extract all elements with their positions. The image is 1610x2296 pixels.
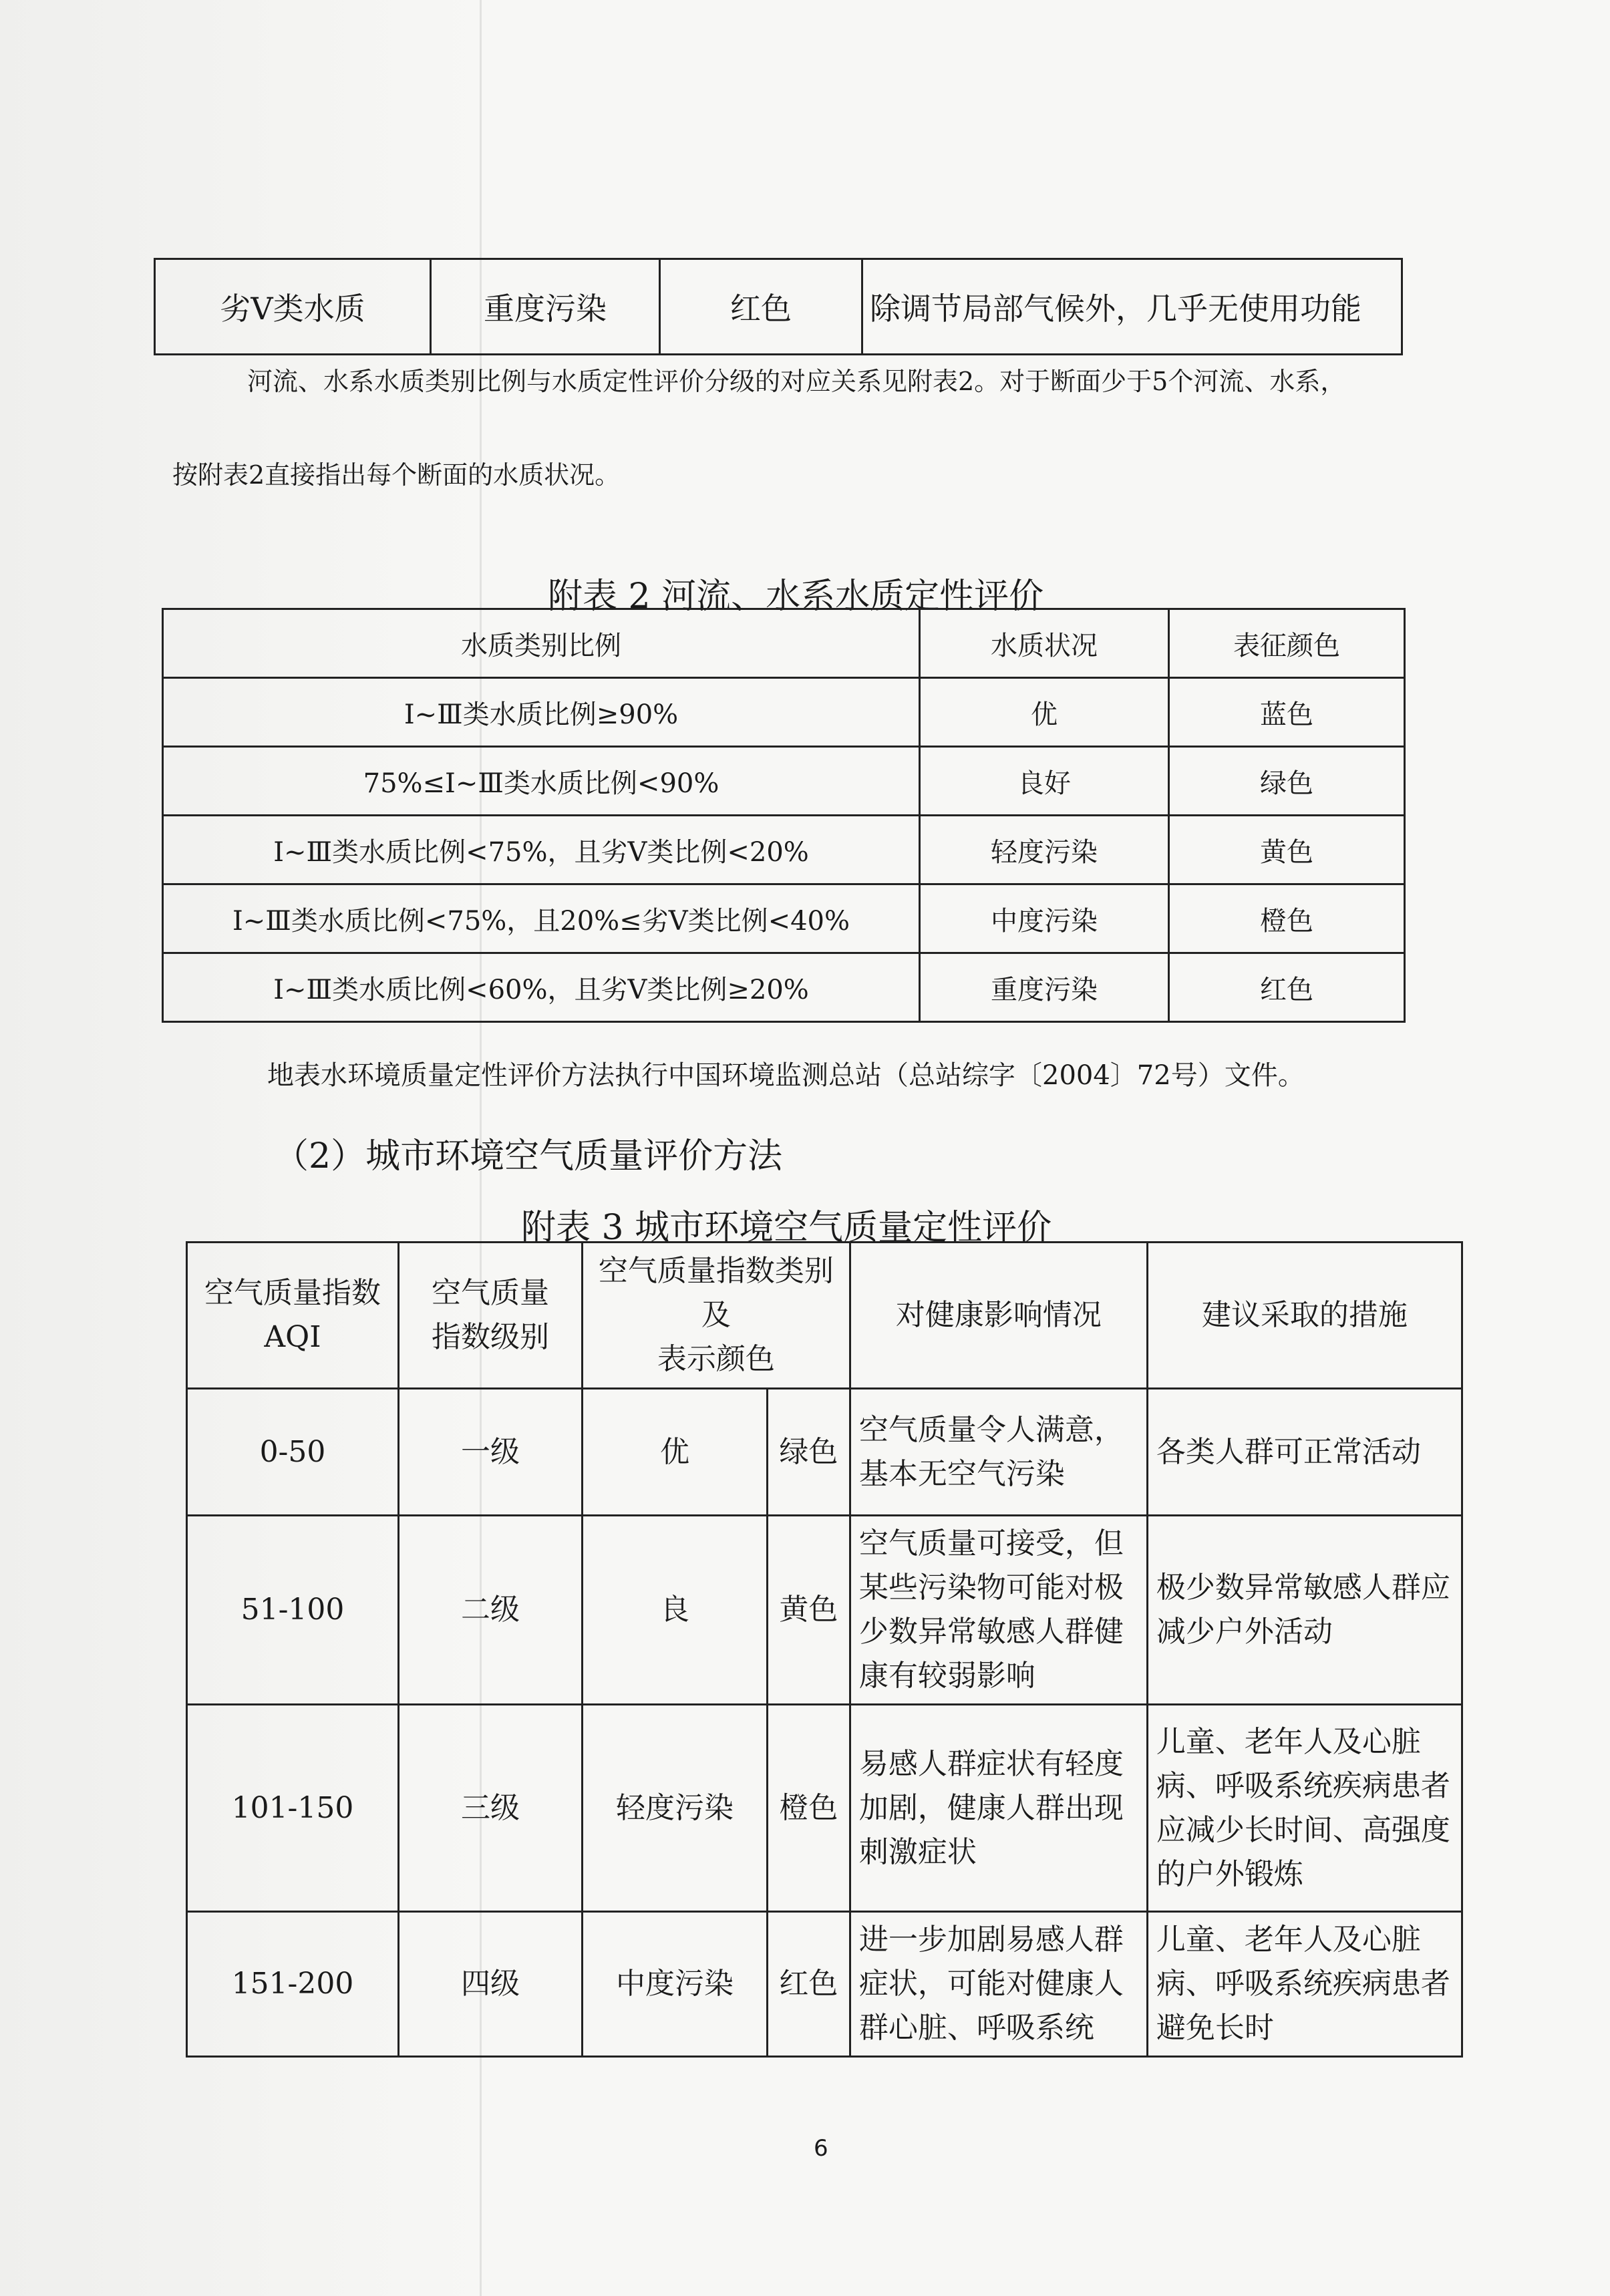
air-quality-table [186, 1241, 1463, 2058]
table-row [163, 747, 1405, 816]
grade-cell: 劣Ⅴ类水质 [155, 259, 431, 355]
color-cell: 红色 [660, 259, 862, 355]
color-cell: 绿色 [1169, 747, 1405, 816]
aqi-cell: 51-100 [187, 1516, 399, 1705]
category-cell: 良 [583, 1516, 768, 1705]
measures-cell: 儿童、老年人及心脏病、呼吸系统疾病患者避免长时 [1147, 1912, 1462, 2057]
color-cell: 绿色 [768, 1389, 850, 1516]
color-cell: 黄色 [768, 1516, 850, 1705]
color-cell: 蓝色 [1169, 678, 1405, 747]
ratio-cell: Ⅰ~Ⅲ类水质比例≥90% [163, 678, 920, 747]
color-cell: 黄色 [1169, 816, 1405, 884]
measures-header: 建议采取的措施 [1147, 1243, 1462, 1389]
function-cell: 除调节局部气候外，几乎无使用功能 [862, 259, 1402, 355]
table-row [187, 1705, 1462, 1912]
method-note: 地表水环境质量定性评价方法执行中国环境监测总站（总站综字〔2004〕72号）文件。 [267, 1060, 1305, 1091]
level-header-line2: 指数级别 [432, 1320, 549, 1354]
status-cell: 重度污染 [920, 953, 1169, 1022]
health-cell: 易感人群症状有轻度加剧，健康人群出现刺激症状 [850, 1705, 1147, 1912]
table-row [163, 816, 1405, 884]
health-cell: 空气质量令人满意，基本无空气污染 [850, 1389, 1147, 1516]
table-row [163, 953, 1405, 1022]
header-cell: 表征颜色 [1169, 609, 1405, 678]
category-cell: 轻度污染 [583, 1705, 768, 1912]
health-cell: 进一步加剧易感人群症状，可能对健康人群心脏、呼吸系统 [850, 1912, 1147, 2057]
water-grade-table-tail [154, 258, 1403, 355]
category-cell: 优 [583, 1389, 768, 1516]
table-row [163, 884, 1405, 953]
health-cell: 空气质量可接受，但某些污染物可能对极少数异常敏感人群健康有较弱影响 [850, 1516, 1147, 1705]
table-header-row [187, 1243, 1462, 1389]
paragraph-line-2: 按附表2直接指出每个断面的水质状况。 [172, 460, 621, 490]
level-header [399, 1243, 583, 1389]
ratio-cell: Ⅰ~Ⅲ类水质比例<75%，且20%≤劣Ⅴ类比例<40% [163, 884, 920, 953]
section-heading: （2）城市环境空气质量评价方法 [274, 1136, 783, 1176]
ratio-cell: 75%≤Ⅰ~Ⅲ类水质比例<90% [163, 747, 920, 816]
category-header-line1: 空气质量指数类别及 [598, 1254, 834, 1332]
aqi-header [187, 1243, 399, 1389]
aqi-cell: 101-150 [187, 1705, 399, 1912]
measures-cell: 极少数异常敏感人群应减少户外活动 [1147, 1516, 1462, 1705]
aqi-cell: 151-200 [187, 1912, 399, 2057]
header-cell: 水质状况 [920, 609, 1169, 678]
table-row [155, 259, 1402, 355]
color-cell: 红色 [768, 1912, 850, 2057]
level-cell: 一级 [399, 1389, 583, 1516]
table-row [187, 1516, 1462, 1705]
table-row [187, 1389, 1462, 1516]
color-cell: 橙色 [1169, 884, 1405, 953]
status-cell: 中度污染 [920, 884, 1169, 953]
status-cell: 优 [920, 678, 1169, 747]
aqi-header-line2: AQI [264, 1320, 321, 1354]
table-row [187, 1912, 1462, 2057]
table-row [163, 678, 1405, 747]
ratio-cell: Ⅰ~Ⅲ类水质比例<75%，且劣Ⅴ类比例<20% [163, 816, 920, 884]
level-header-line1: 空气质量 [432, 1276, 549, 1310]
health-header: 对健康影响情况 [850, 1243, 1147, 1389]
color-cell: 橙色 [768, 1705, 850, 1912]
status-cell: 重度污染 [431, 259, 660, 355]
ratio-cell: Ⅰ~Ⅲ类水质比例<60%，且劣Ⅴ类比例≥20% [163, 953, 920, 1022]
category-header-line2: 表示颜色 [657, 1342, 775, 1376]
level-cell: 二级 [399, 1516, 583, 1705]
level-cell: 四级 [399, 1912, 583, 2057]
table2-caption: 附表 2 河流、水系水质定性评价 [548, 577, 1044, 617]
measures-cell: 儿童、老年人及心脏病、呼吸系统疾病患者应减少长时间、高强度的户外锻炼 [1147, 1705, 1462, 1912]
level-cell: 三级 [399, 1705, 583, 1912]
river-water-quality-table [162, 608, 1406, 1023]
category-header [583, 1243, 850, 1389]
measures-cell: 各类人群可正常活动 [1147, 1389, 1462, 1516]
category-cell: 中度污染 [583, 1912, 768, 2057]
status-cell: 良好 [920, 747, 1169, 816]
paragraph-line-1: 河流、水系水质类别比例与水质定性评价分级的对应关系见附表2。对于断面少于5个河流、水系， [247, 367, 1346, 396]
header-cell: 水质类别比例 [163, 609, 920, 678]
aqi-cell: 0-50 [187, 1389, 399, 1516]
table-header-row [163, 609, 1405, 678]
color-cell: 红色 [1169, 953, 1405, 1022]
status-cell: 轻度污染 [920, 816, 1169, 884]
table3-caption: 附表 3 城市环境空气质量定性评价 [521, 1208, 1052, 1248]
aqi-header-line1: 空气质量指数 [204, 1276, 381, 1310]
page-number: 6 [814, 2135, 828, 2162]
